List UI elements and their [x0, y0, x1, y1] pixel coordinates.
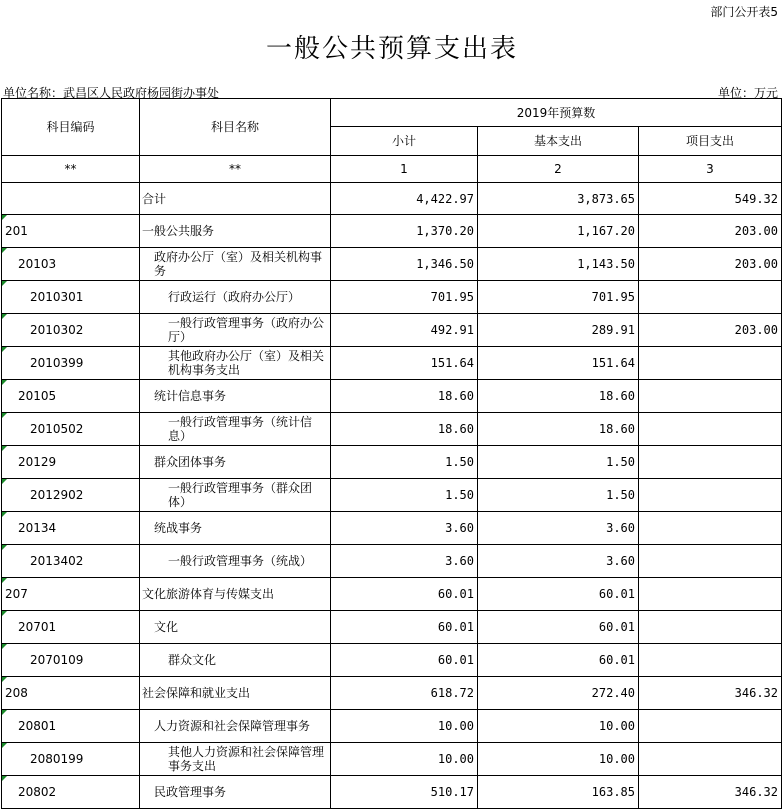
cell-name-text: 一般行政管理事务（统计信息） — [168, 415, 313, 443]
cell-code-text: 2010302 — [30, 323, 84, 337]
cell-subtotal — [331, 446, 478, 479]
table-row — [2, 248, 782, 281]
cell-marker-icon — [2, 281, 7, 286]
cell-subtotal-text: 701.95 — [430, 290, 474, 304]
cell-basic — [478, 446, 639, 479]
cell-basic — [478, 644, 639, 677]
cell-name — [140, 479, 331, 512]
cell-basic — [478, 545, 639, 578]
cell-marker-icon — [2, 644, 7, 649]
table-body — [2, 183, 782, 809]
cell-name-text: 行政运行（政府办公厅） — [168, 290, 301, 304]
cell-code — [2, 545, 140, 578]
cell-basic — [478, 479, 639, 512]
cell-name-text: 一般行政管理事务（政府办公厅） — [168, 316, 325, 344]
cell-name — [140, 248, 331, 281]
cell-basic — [478, 314, 639, 347]
cell-code — [2, 183, 140, 215]
table-row — [2, 380, 782, 413]
cell-name — [140, 710, 331, 743]
table-row — [2, 710, 782, 743]
cell-subtotal-text: 1.50 — [445, 488, 474, 502]
table-row — [2, 215, 782, 248]
cell-subtotal-text: 60.01 — [437, 653, 474, 667]
cell-code — [2, 314, 140, 347]
cell-basic-text: 272.40 — [591, 686, 635, 700]
table-row — [2, 644, 782, 677]
cell-name — [140, 183, 331, 215]
cell-subtotal-text: 60.01 — [437, 587, 474, 601]
cell-marker-icon — [2, 545, 7, 550]
header-subtotal: 小计 — [331, 127, 478, 156]
cell-name — [140, 545, 331, 578]
cell-project — [639, 248, 782, 281]
cell-basic-text: 10.00 — [598, 719, 635, 733]
index-code: ** — [2, 156, 140, 183]
cell-basic-text: 60.01 — [598, 620, 635, 634]
cell-project-text: 549.32 — [734, 191, 778, 206]
cell-name-text: 人力资源和社会保障管理事务 — [154, 719, 311, 733]
cell-code — [2, 248, 140, 281]
cell-name — [140, 512, 331, 545]
cell-name — [140, 380, 331, 413]
table-row — [2, 413, 782, 446]
cell-code-text: 2012902 — [30, 488, 84, 502]
cell-name-text: 群众团体事务 — [154, 455, 227, 469]
header-budget-group: 2019年预算数 — [331, 99, 782, 127]
cell-name — [140, 314, 331, 347]
cell-subtotal-text: 1.50 — [445, 455, 474, 469]
cell-project-text: 203.00 — [734, 323, 778, 337]
table-row — [2, 545, 782, 578]
cell-basic — [478, 512, 639, 545]
cell-subtotal-text: 1,346.50 — [416, 257, 474, 271]
cell-marker-icon — [2, 611, 7, 616]
cell-basic-text: 1,143.50 — [577, 257, 635, 271]
cell-project — [639, 215, 782, 248]
cell-basic-text: 1.50 — [606, 455, 635, 469]
cell-basic — [478, 611, 639, 644]
header-name: 科目名称 — [140, 99, 331, 156]
cell-subtotal-text: 151.64 — [430, 356, 474, 370]
cell-name — [140, 611, 331, 644]
cell-subtotal — [331, 314, 478, 347]
cell-code — [2, 446, 140, 479]
cell-basic — [478, 743, 639, 776]
currency-unit: 单位：万元 — [717, 86, 778, 100]
cell-marker-icon — [2, 314, 7, 319]
cell-code-text: 2010301 — [30, 290, 84, 304]
cell-basic — [478, 710, 639, 743]
cell-code — [2, 710, 140, 743]
cell-code — [2, 743, 140, 776]
cell-basic — [478, 183, 639, 215]
cell-code-text: 201 — [5, 224, 28, 238]
cell-code — [2, 644, 140, 677]
cell-name-text: 合计 — [142, 191, 167, 206]
cell-subtotal — [331, 413, 478, 446]
cell-name — [140, 281, 331, 314]
cell-subtotal — [331, 512, 478, 545]
budget-table — [1, 98, 782, 809]
cell-code-text: 208 — [5, 686, 28, 700]
cell-marker-icon — [2, 248, 7, 253]
cell-name-text: 文化 — [154, 620, 179, 634]
cell-subtotal — [331, 545, 478, 578]
cell-project — [639, 578, 782, 611]
cell-basic — [478, 380, 639, 413]
cell-subtotal — [331, 710, 478, 743]
cell-code-text: 207 — [5, 587, 28, 601]
cell-basic-text: 289.91 — [591, 323, 635, 337]
cell-marker-icon — [2, 413, 7, 418]
cell-basic-text: 60.01 — [598, 587, 635, 601]
cell-basic-text: 18.60 — [598, 422, 635, 436]
cell-project — [639, 710, 782, 743]
cell-code-text: 2070109 — [30, 653, 84, 667]
cell-name-text: 其他政府办公厅（室）及相关机构事务支出 — [168, 349, 325, 377]
cell-subtotal — [331, 578, 478, 611]
cell-subtotal-text: 1,370.20 — [416, 224, 474, 238]
cell-basic-text: 701.95 — [591, 290, 635, 304]
cell-project — [639, 347, 782, 380]
cell-project — [639, 413, 782, 446]
cell-basic-text: 3.60 — [606, 554, 635, 568]
cell-marker-icon — [2, 677, 7, 682]
cell-code — [2, 479, 140, 512]
cell-code — [2, 281, 140, 314]
cell-subtotal-text: 3.60 — [445, 521, 474, 535]
cell-project — [639, 677, 782, 710]
cell-basic — [478, 578, 639, 611]
cell-subtotal-text: 10.00 — [437, 719, 474, 733]
cell-name — [140, 743, 331, 776]
table-row — [2, 446, 782, 479]
table-row — [2, 512, 782, 545]
cell-name-text: 一般行政管理事务（群众团体） — [168, 481, 313, 509]
cell-project — [639, 281, 782, 314]
header-project: 项目支出 — [639, 127, 782, 156]
cell-marker-icon — [2, 347, 7, 352]
cell-code — [2, 347, 140, 380]
cell-project — [639, 743, 782, 776]
cell-subtotal — [331, 347, 478, 380]
cell-name-text: 一般公共服务 — [142, 224, 215, 238]
cell-code-text: 20105 — [18, 389, 57, 403]
cell-code-text: 20701 — [18, 620, 57, 634]
cell-marker-icon — [2, 479, 7, 484]
cell-name-text: 文化旅游体育与传媒支出 — [142, 587, 275, 601]
cell-name — [140, 347, 331, 380]
cell-subtotal — [331, 479, 478, 512]
cell-name — [140, 215, 331, 248]
cell-project — [639, 314, 782, 347]
cell-name — [140, 446, 331, 479]
cell-subtotal — [331, 380, 478, 413]
cell-subtotal-text: 4,422.97 — [416, 191, 474, 206]
cell-subtotal-text: 3.60 — [445, 554, 474, 568]
cell-project — [639, 380, 782, 413]
cell-subtotal — [331, 248, 478, 281]
cell-basic — [478, 248, 639, 281]
report-tag: 部门公开表5 — [710, 5, 778, 19]
cell-basic-text: 18.60 — [598, 389, 635, 403]
cell-subtotal-text: 18.60 — [437, 422, 474, 436]
cell-project — [639, 479, 782, 512]
cell-code-text: 20103 — [18, 257, 57, 271]
cell-code — [2, 380, 140, 413]
cell-project-text: 203.00 — [734, 257, 778, 271]
table-row — [2, 281, 782, 314]
cell-code-text: 20129 — [18, 455, 57, 469]
cell-subtotal-text: 10.00 — [437, 752, 474, 766]
cell-subtotal-text: 492.91 — [430, 323, 474, 337]
index-2: 2 — [478, 156, 639, 183]
cell-code — [2, 215, 140, 248]
cell-project-text: 346.32 — [734, 785, 778, 799]
table-row — [2, 347, 782, 380]
cell-name-text: 统战事务 — [154, 521, 203, 535]
cell-marker-icon — [2, 512, 7, 517]
cell-subtotal-text: 618.72 — [430, 686, 474, 700]
cell-project-text: 346.32 — [734, 686, 778, 700]
cell-name-text: 社会保障和就业支出 — [142, 686, 251, 700]
cell-name-text: 民政管理事务 — [154, 785, 227, 799]
cell-code-text: 20801 — [18, 719, 57, 733]
cell-code-text: 20802 — [18, 785, 57, 799]
header-code: 科目编码 — [2, 99, 140, 156]
cell-basic-text: 1,167.20 — [577, 224, 635, 238]
cell-marker-icon — [2, 743, 7, 748]
cell-name-text: 其他人力资源和社会保障管理事务支出 — [168, 745, 325, 773]
cell-name — [140, 413, 331, 446]
cell-subtotal-text: 60.01 — [437, 620, 474, 634]
cell-code-text: 20134 — [18, 521, 57, 535]
cell-marker-icon — [2, 776, 7, 781]
table-row — [2, 677, 782, 710]
table-row — [2, 578, 782, 611]
cell-project — [639, 512, 782, 545]
cell-basic — [478, 215, 639, 248]
cell-name — [140, 677, 331, 710]
cell-marker-icon — [2, 578, 7, 583]
table-row — [2, 743, 782, 776]
cell-subtotal — [331, 183, 478, 215]
cell-subtotal — [331, 644, 478, 677]
cell-basic-text: 151.64 — [591, 356, 635, 370]
cell-basic — [478, 413, 639, 446]
index-1: 1 — [331, 156, 478, 183]
cell-subtotal — [331, 611, 478, 644]
cell-code — [2, 611, 140, 644]
cell-code-text: 2010502 — [30, 422, 84, 436]
cell-code — [2, 512, 140, 545]
cell-name — [140, 644, 331, 677]
cell-name-text: 统计信息事务 — [154, 389, 227, 403]
header-basic: 基本支出 — [478, 127, 639, 156]
cell-project — [639, 183, 782, 215]
cell-project — [639, 545, 782, 578]
cell-code — [2, 578, 140, 611]
table-row — [2, 611, 782, 644]
cell-name-text: 政府办公厅（室）及相关机构事务 — [154, 250, 323, 278]
cell-marker-icon — [2, 380, 7, 385]
cell-basic-text: 60.01 — [598, 653, 635, 667]
cell-code — [2, 413, 140, 446]
cell-code-text: 2080199 — [30, 752, 84, 766]
cell-basic-text: 3,873.65 — [577, 191, 635, 206]
index-3: 3 — [639, 156, 782, 183]
cell-code-text: 2013402 — [30, 554, 84, 568]
unit-name: 单位名称：武昌区人民政府杨园街办事处 — [3, 86, 220, 100]
cell-project-text: 203.00 — [734, 224, 778, 238]
table-row — [2, 479, 782, 512]
table-row — [2, 314, 782, 347]
cell-basic — [478, 677, 639, 710]
cell-basic-text: 1.50 — [606, 488, 635, 502]
cell-marker-icon — [2, 446, 7, 451]
cell-basic-text: 10.00 — [598, 752, 635, 766]
cell-code — [2, 677, 140, 710]
table-row — [2, 183, 782, 215]
cell-code-text: 2010399 — [30, 356, 84, 370]
page-title: 一般公共预算支出表 — [265, 34, 518, 64]
cell-name — [140, 578, 331, 611]
cell-basic — [478, 347, 639, 380]
cell-project — [639, 446, 782, 479]
cell-project — [639, 644, 782, 677]
cell-basic-text: 163.85 — [591, 785, 635, 799]
cell-name-text: 一般行政管理事务（统战） — [168, 554, 313, 568]
cell-basic-text: 3.60 — [606, 521, 635, 535]
cell-name-text: 群众文化 — [168, 653, 217, 667]
cell-marker-icon — [2, 215, 7, 220]
cell-subtotal — [331, 215, 478, 248]
cell-subtotal-text: 18.60 — [437, 389, 474, 403]
cell-subtotal-text: 510.17 — [430, 785, 474, 799]
cell-project — [639, 611, 782, 644]
index-name: ** — [140, 156, 331, 183]
cell-subtotal — [331, 743, 478, 776]
cell-basic — [478, 281, 639, 314]
cell-subtotal — [331, 281, 478, 314]
cell-marker-icon — [2, 710, 7, 715]
cell-subtotal — [331, 677, 478, 710]
